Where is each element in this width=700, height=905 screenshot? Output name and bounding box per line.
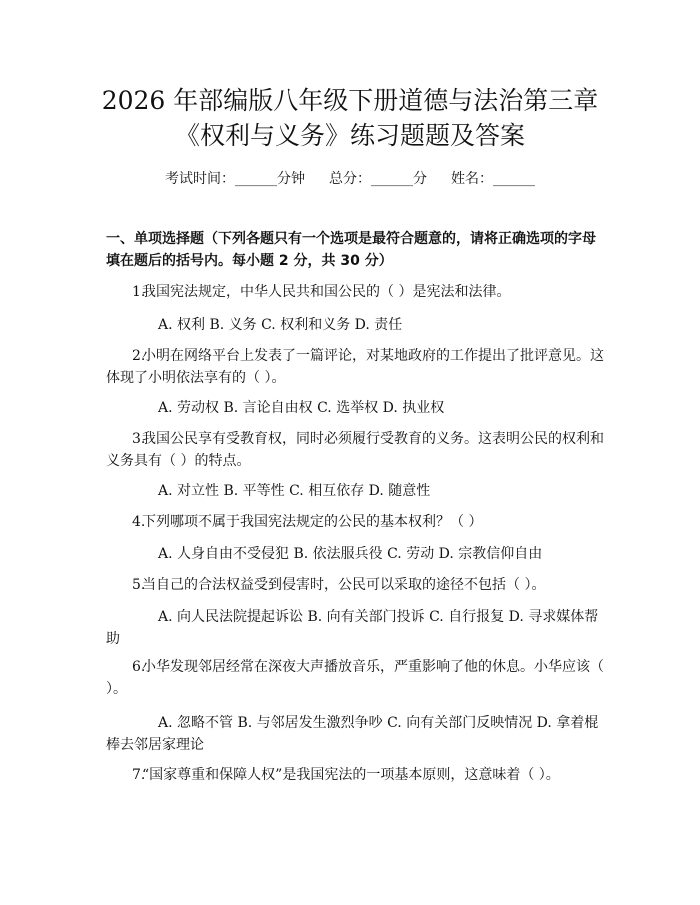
question-number: 7. xyxy=(132,767,146,783)
total-score-label: 总分：______分 xyxy=(329,171,427,187)
question-4 xyxy=(106,511,606,533)
page-title-line-2: 《权利与义务》练习题题及答案 xyxy=(174,121,525,150)
question-text: 小明在网络平台上发表了一篇评论，对某地政府的工作提出了批评意见。这体现了小明依法享有的（ ）。 xyxy=(106,348,604,386)
question-1 xyxy=(106,281,606,303)
question-6-options: A. 忽略不管 B. 与邻居发生激烈争吵 C. 向有关部门反映情况 D. 拿着棍棒去邻居家理论 xyxy=(106,715,599,753)
question-2 xyxy=(106,345,606,389)
question-5-options: A. 向人民法院提起诉讼 B. 向有关部门投诉 C. 自行报复 D. 寻求媒体帮助 xyxy=(106,609,599,647)
question-number: 6. xyxy=(132,659,146,675)
question-text: 小华发现邻居经常在深夜大声播放音乐，严重影响了他的休息。小华应该（ ）。 xyxy=(106,659,604,697)
question-number: 5. xyxy=(132,577,146,593)
section-heading: 一、单项选择题（下列各题只有一个选项是最符合题意的，请将正确选项的字母填在题后的括号内。每小题 2 分，共 30 分） xyxy=(106,231,596,269)
question-text: 下列哪项不属于我国宪法规定的公民的基本权利？（ ） xyxy=(142,514,483,530)
question-6 xyxy=(106,656,606,700)
question-4-options: A. 人身自由不受侵犯 B. 依法服兵役 C. 劳动 D. 宗教信仰自由 xyxy=(158,546,543,562)
question-5 xyxy=(106,574,606,596)
student-name-label: 姓名：______ xyxy=(451,171,535,187)
question-2-options: A. 劳动权 B. 言论自由权 C. 选举权 D. 执业权 xyxy=(158,400,445,416)
question-number: 3. xyxy=(132,431,146,447)
question-1-options: A. 权利 B. 义务 C. 权利和义务 D. 责任 xyxy=(158,317,403,333)
question-number: 4. xyxy=(132,514,146,530)
question-number: 2. xyxy=(132,348,146,364)
question-text: “国家尊重和保障人权”是我国宪法的一项基本原则，这意味着（ ）。 xyxy=(142,767,560,783)
exam-meta xyxy=(0,168,700,188)
question-3-options: A. 对立性 B. 平等性 C. 相互依存 D. 随意性 xyxy=(158,483,431,499)
exam-time-label: 考试时间：______分钟 xyxy=(165,171,305,187)
question-7 xyxy=(106,764,606,786)
question-text: 我国公民享有受教育权，同时必须履行受教育的义务。这表明公民的权利和义务具有（ ）的特点。 xyxy=(106,431,604,469)
question-text: 我国宪法规定，中华人民共和国公民的（ ）是宪法和法律。 xyxy=(142,284,511,300)
question-text: 当自己的合法权益受到侵害时，公民可以采取的途径不包括（ ）。 xyxy=(142,577,546,593)
page-title-line-1: 2026 年部编版八年级下册道德与法治第三章 xyxy=(101,86,599,115)
question-number: 1. xyxy=(132,284,146,300)
question-3 xyxy=(106,428,606,472)
